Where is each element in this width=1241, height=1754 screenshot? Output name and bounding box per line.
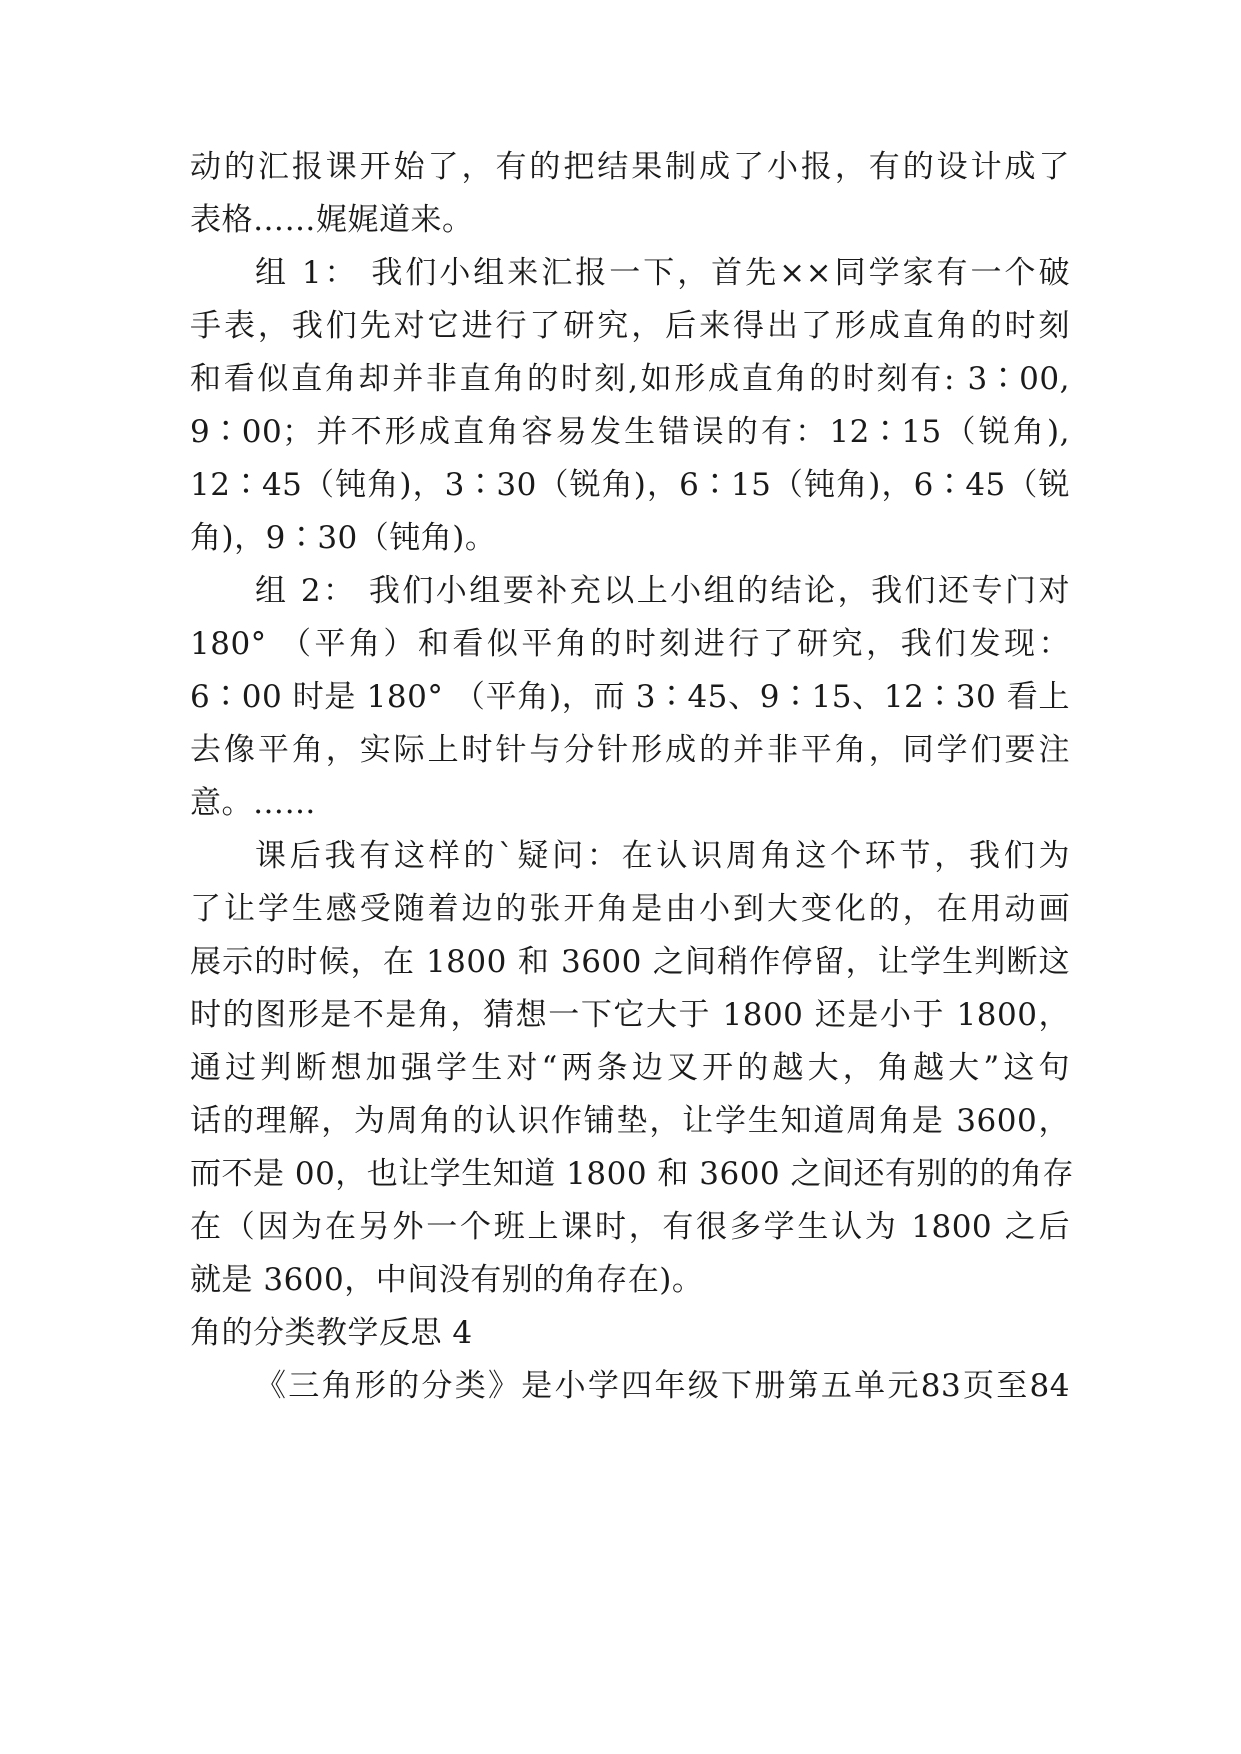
paragraph-line: 在（因为在另外一个班上课时，有很多学生认为 1800 之后: [190, 1209, 1070, 1245]
paragraph-line: 就是 3600，中间没有别的角存在)。: [190, 1262, 704, 1298]
paragraph-line: 展示的时候，在 1800 和 3600 之间稍作停留，让学生判断这: [190, 944, 1070, 980]
paragraph-line: 课后我有这样的`疑问：在认识周角这个环节，我们为: [255, 838, 1070, 874]
paragraph-line: 6∶00 时是 180° （平角)，而 3∶45、9∶15、12∶30 看上: [190, 679, 1070, 715]
paragraph-line: 组 1： 我们小组来汇报一下，首先××同学家有一个破: [255, 255, 1070, 291]
section-heading: 角的分类教学反思 4: [190, 1315, 473, 1351]
paragraph-line: 去像平角，实际上时针与分针形成的并非平角，同学们要注: [190, 732, 1070, 768]
paragraph-line: 角)，9∶30（钝角)。: [190, 520, 497, 556]
paragraph-line: 9∶00；并不形成直角容易发生错误的有：12∶15（锐角),: [190, 414, 1070, 450]
paragraph-line: 通过判断想加强学生对“两条边叉开的越大，角越大”这句: [190, 1050, 1070, 1086]
paragraph-line: 组 2： 我们小组要补充以上小组的结论，我们还专门对: [255, 573, 1070, 609]
paragraph-line: 12∶45（钝角)，3∶30（锐角)，6∶15（钝角)，6∶45（锐: [190, 467, 1070, 503]
paragraph-line: 了让学生感受随着边的张开角是由小到大变化的，在用动画: [190, 891, 1070, 927]
paragraph-line: 手表，我们先对它进行了研究，后来得出了形成直角的时刻: [190, 308, 1070, 344]
paragraph-line: 表格……娓娓道来。: [190, 202, 474, 238]
paragraph-line: 话的理解，为周角的认识作铺垫，让学生知道周角是 3600，: [190, 1103, 1070, 1139]
paragraph-line: 而不是 00，也让学生知道 1800 和 3600 之间还有别的的角存: [190, 1156, 1074, 1192]
paragraph-line: 180° （平角）和看似平角的时刻进行了研究，我们发现：: [190, 626, 1070, 662]
paragraph-line: 《三角形的分类》是小学四年级下册第五单元83页至84: [255, 1368, 1070, 1404]
paragraph-line: 时的图形是不是角，猜想一下它大于 1800 还是小于 1800，: [190, 997, 1070, 1033]
paragraph-line: 和看似直角却并非直角的时刻,如形成直角的时刻有: 3∶00,: [190, 361, 1070, 397]
paragraph-line: 动的汇报课开始了，有的把结果制成了小报，有的设计成了: [190, 149, 1070, 185]
paragraph-line: 意。……: [190, 785, 316, 821]
